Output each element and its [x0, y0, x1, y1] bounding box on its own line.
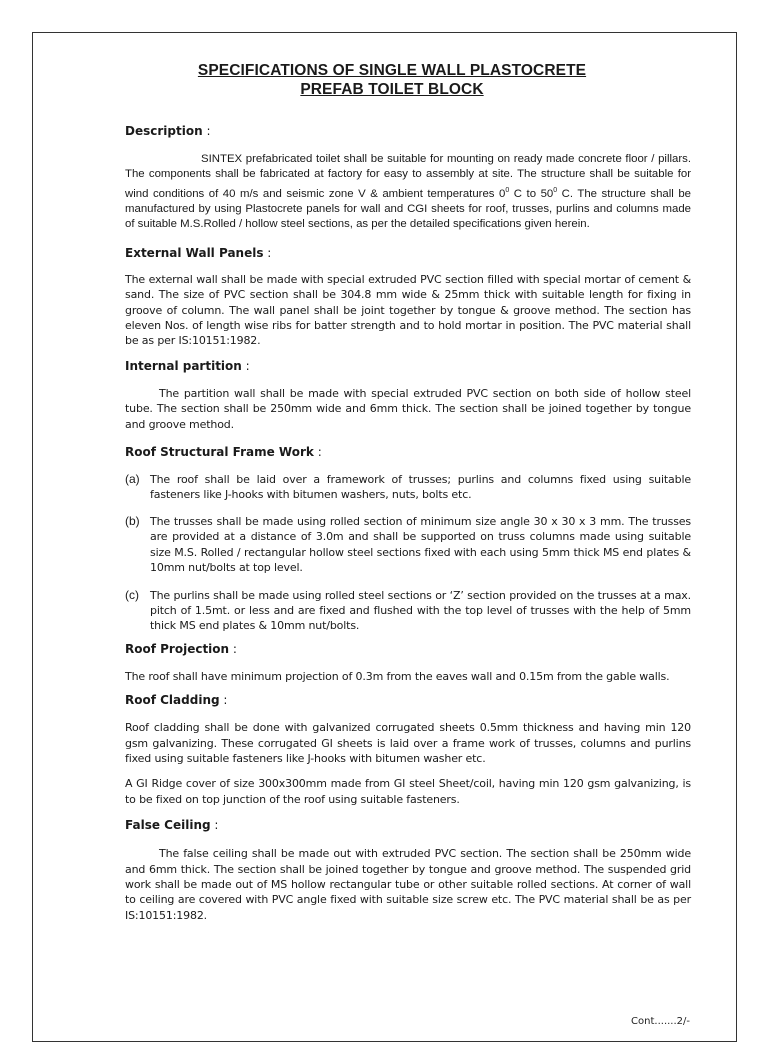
list-marker: (a)	[125, 472, 140, 487]
roof-frame-heading: Roof Structural Frame Work :	[125, 445, 322, 460]
external-wall-text: The external wall shall be made with special extruded PVC section filled with special mortar of cement & sand. The size of PVC section shall be 304.8 mm wide & 25mm thick with suitable length for fixing in groove of column. The wall panel shall be joint together by tongue & groove method. The section has eleven Nos. of length wise ribs for batter strength and to hold mortar in position. The PVC material shall be as per IS:10151:1982.	[125, 272, 691, 348]
list-item	[125, 588, 691, 634]
title-line-2: PREFAB TOILET BLOCK	[300, 81, 484, 98]
false-ceiling-text: The false ceiling shall be made out with extruded PVC section. The section shall be 250mm wide and 6mm thick. The section shall be joined together by tongue and groove method. The suspended grid work shall be made out of MS hollow rectangular tube or other suitable rolled sections. At corner of wall to ceiling are covered with PVC angle fixed with suitable size screw etc. The PVC material shall be as per IS:10151:1982.	[125, 847, 691, 922]
roof-projection-text: The roof shall have minimum projection of 0.3m from the eaves wall and 0.15m from the gable walls.	[125, 669, 670, 683]
list-marker: (b)	[125, 513, 140, 528]
internal-partition-text: The partition wall shall be made with special extruded PVC section on both side of hollow steel tube. The section shall be 250mm wide and 6mm thick. The section shall be joined together by tongue and groove method.	[125, 386, 691, 431]
external-wall-heading: External Wall Panels :	[125, 245, 272, 260]
list-item-text: The roof shall be laid over a framework of trusses; purlins and columns fixed using suitable fasteners like J-hooks with bitumen washers, nuts, bolts etc.	[150, 473, 691, 502]
roof-cladding-heading: Roof Cladding :	[125, 693, 228, 708]
list-item	[125, 514, 691, 576]
false-ceiling-heading: False Ceiling :	[125, 818, 219, 833]
internal-partition-heading: Internal partition :	[125, 358, 250, 373]
description-text: SINTEX prefabricated toilet shall be suitable for mounting on ready made concrete floor / pillars. The components shall be fabricated at factory for easy to assembly at site. The structure shall be suitable for wind conditions of 40 m/s and seismic zone V & ambient temperatures $0^0$ C to $50^0$ C. The structure shall be manufactured by using Plastocrete panels for wall and CGI sheets for roof, trusses, purlins and columns made of suitable M.S.Rolled / hollow steel sections, as per the detailed specifications given herein.	[125, 153, 691, 231]
roof-frame-list	[125, 472, 691, 634]
page-footer: Cont.......2/-	[631, 1016, 690, 1027]
list-item	[125, 472, 691, 503]
document-content	[94, 58, 692, 923]
list-item-text: The purlins shall be made using rolled steel sections or ‘Z’ section provided on the trusses at a max. pitch of 1.5mt. or less and are fixed and flushed with the top level of trusses with the help of 5mm thick MS end plates & 10mm nut/bolts.	[150, 588, 691, 633]
document-title	[92, 61, 692, 99]
list-marker: (c)	[125, 587, 139, 602]
roof-cladding-text-2: A GI Ridge cover of size 300x300mm made from GI steel Sheet/coil, having min 120 gsm galvanizing, is to be fixed on top junction of the roof using suitable fasteners.	[125, 777, 691, 806]
roof-projection-heading: Roof Projection :	[125, 641, 237, 656]
list-item-text: The trusses shall be made using rolled section of minimum size angle 30 x 30 x 3 mm. The trusses are provided at a distance of 3.0m and shall be supported on truss columns made using suitable size M.S. Rolled / rectangular hollow steel sections fixed with each using 5mm thick MS end plates & 10mm nut/bolts at top level.	[150, 514, 691, 575]
roof-cladding-text-1: Roof cladding shall be done with galvanized corrugated sheets 0.5mm thickness and having min 120 gsm galvanizing. These corrugated GI sheets is laid over a frame work of trusses, columns and purlins fixed using suitable fasteners like J-hooks with bitumen washer etc.	[125, 721, 691, 765]
description-heading: Description :	[125, 124, 211, 138]
title-line-1: SPECIFICATIONS OF SINGLE WALL PLASTOCRETE	[197, 62, 587, 79]
